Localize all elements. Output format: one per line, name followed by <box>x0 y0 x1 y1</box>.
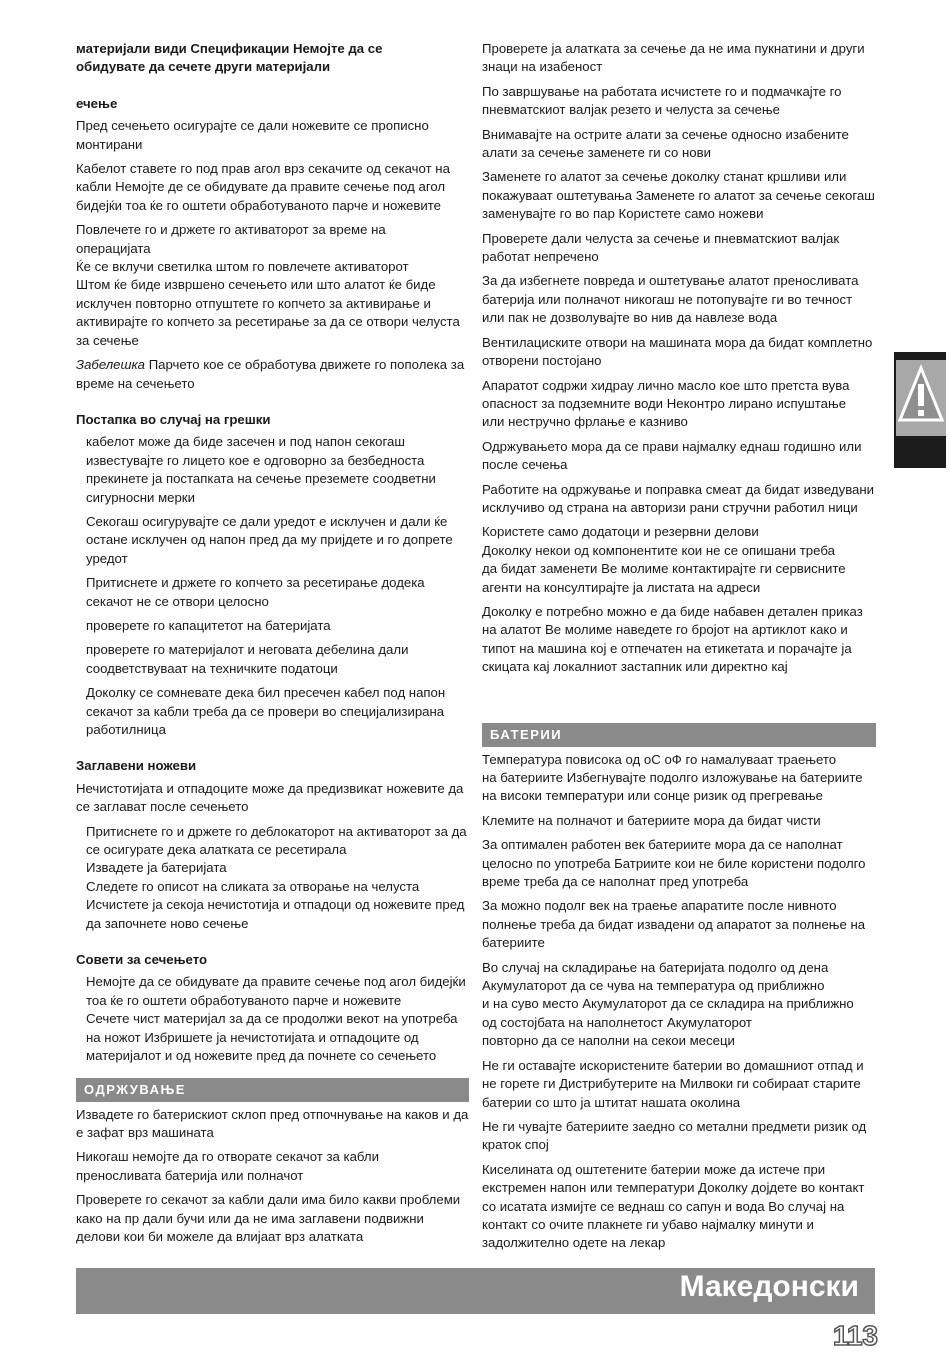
batteries-paragraph: Не ги оставајте искористените батерии во домашниот отпад и не горете ги Дистрибутерите на Милвоки ги собираат старите батерии со што ја штитат нашата околина <box>482 1057 864 1110</box>
maintenance-paragraph: Работите на одржување и поправка смеат да бидат изведувани исклучиво од страна на авторизи рани стручни работил ници <box>482 481 875 515</box>
list-item: Секогаш осигурувајте се дали уредот е исклучен и дали ќе остане исклучен од напон пред да му пријдете и го допрете уредот <box>86 513 453 566</box>
jammed-steps: Притиснете го и држете го деблокаторот на активаторот за да се осигурате дека алатката се ресетирала Извадете ја батеријата Следете го описот на сликата за отворање на челуста Исчистете ја секоја нечистотија и отпадоци од ножевите пред да започнете ново сечење <box>86 823 467 931</box>
batteries-paragraph: Во случај на складирање на батеријата подолго од дена Акумулаторот да се чува на температура од приближно и на суво место Акумулаторот да се складира на приближно од состојбата на наполнетост Акумулаторот повторно да се наполни на секои месеци <box>482 959 854 1049</box>
list-item: проверете го материјалот и неговата дебелина дали соодветствуваат на техничките податоци <box>86 642 409 676</box>
maintenance-paragraph: Заменете го алатот за сечење доколку станат кршливи или покажуваат оштетувања Заменете го алатот за сечење секогаш заменувајте го во пар Користете само ножеви <box>482 169 875 222</box>
list-item: Доколку се сомневате дека бил пресечен кабел под напон секачот за кабли треба да се провери во специјализирана работилница <box>86 685 446 737</box>
tips-heading: Совети за сечењето <box>76 952 208 968</box>
batteries-paragraph: Киселината од оштетените батерии може да истече при екстремен напон или температури Доколку дојдете во контакт со исатата измијте се веднаш со сапун и вода Во случај на контакт со очите плакнете ги убаво најмалку минути и задолжително одете на лекар <box>482 1161 865 1251</box>
list-item: проверете го капацитетот на батеријата <box>86 617 331 633</box>
maintenance-section-bar: ОДРЖУВАЊЕ <box>76 1078 469 1102</box>
maintenance-paragraph: Внимавајте на острите алати за сечење односно изабените алати за сечење заменете ги со нови <box>482 126 849 161</box>
batteries-paragraph: За можно подолг век на траење апаратите после нивното полнење треба да бидат извадени од апаратот за полнење на батериите <box>482 898 866 951</box>
maintenance-paragraph: Апаратот содржи хидрау лично масло кое што претста вува опасност за подземните води Неконтро лирано испуштање или нестручно фрлање е казниво <box>482 377 850 430</box>
list-item: Притиснете и држете го копчето за ресетирање додека секачот не се отвори целосно <box>86 575 425 609</box>
batteries-paragraph: Клемите на полначот и батериите мора да бидат чисти <box>482 812 821 828</box>
jammed-intro: Нечистотијата и отпадоците може да предизвикат ножевите да се заглават после сечењето <box>76 780 464 815</box>
cutting-paragraph: Кабелот ставете го под прав агол врз секачите од секачот на кабли Немојте де се обидувате да правите сечење под агол бидејќи тоа ќе го оштети обработуваното парче и ножевите <box>76 161 450 213</box>
jammed-heading: Заглавени ножеви <box>76 758 197 774</box>
note-paragraph: Забелешка Парчето кое се обработува движете го пополека за време на сечењето <box>76 357 465 391</box>
page-number: 113 <box>832 1320 878 1351</box>
maintenance-paragraph: Вентилациските отвори на машината мора да бидат комплетно отворени постојано <box>482 334 873 369</box>
maintenance-paragraph: Проверете дали челуста за сечење и пневматскиот валјак работат непречено <box>482 230 840 265</box>
cutting-paragraph: Пред сечењето осигурајте се дали ножевите се прописно монтирани <box>76 118 429 152</box>
tips-list: Немојте да се обидувате да правите сечење под агол бидејќи тоа ќе го оштети обработуваното парче и ножевите Сечете чист материјал за да се продолжи векот на употреба на ножот Избришете ја нечистотијата и отпадоците од материјалот и од ножевите пред да почнете со сечењето <box>86 974 466 1064</box>
cutting-paragraph: Повлечете го и држете го активаторот за време на операцијата Ќе се вклучи светилка штом го повлечете активаторот Штом ќе биде извршено сечењето или што алатот ќе биде исклучен повторно отпуштете го копчето за активирање и активирајте го копчето за ресетирање за да се отвори челуста за сечење <box>76 222 460 348</box>
maintenance-paragraph: За да избегнете повреда и оштетување алатот преносливата батерија или полначот никогаш не потопувајте ги во течност или пак не дозволувајте во нив да навлезе вода <box>482 273 859 326</box>
language-footer-bar <box>76 1268 875 1314</box>
maintenance-paragraph: Доколку е потребно можно е да биде набавен детален приказ на алатот Ве молиме наведете го бројот на артиклот како и типот на машина кој е отпечатен на етикетата и порачајте ја скицата кај локалниот застапник или директно кај <box>482 603 863 675</box>
maintenance-paragraph: Проверете ја алатката за сечење да не има пукнатини и други знаци на изабеност <box>482 41 865 75</box>
right-column <box>482 40 876 1259</box>
faults-list <box>76 433 469 739</box>
left-column <box>76 40 469 1252</box>
maintenance-paragraph: Никогаш немојте да го отворате секачот за кабли преносливата батерија или полначот <box>76 1149 379 1183</box>
cutting-heading: ечење <box>76 95 118 111</box>
maintenance-paragraph: Извадете го батерискиот склоп пред отпочнување на каков и да е зафат врз машината <box>76 1106 469 1140</box>
batteries-paragraph: За оптимален работен век батериите мора да се наполнат целосно по употреба Батриите кои не биле користени подолго време треба да се наполнат пред употреба <box>482 837 866 890</box>
maintenance-paragraph: По завршување на работата исчистете го и подмачкајте го пневматскиот валјак резето и челуста за сечење <box>482 83 842 118</box>
language-label: Македонски <box>679 1270 859 1303</box>
list-item: кабелот може да биде засечен и под напон секогаш известувајте го лицето кое е одговорно за безбедноста прекинете ја постапката на сечење преземете соодветни сигурносни мерки <box>86 434 436 505</box>
batteries-section-bar: БАТЕРИИ <box>482 723 876 747</box>
maintenance-paragraph: Користете само додатоци и резервни делови Доколку некои од компонентите кои не се опишани треба да бидат заменети Ве молиме контактирајте ги сервисните агенти на консултирајте ја листата на адреси <box>482 524 846 595</box>
faults-heading: Постапка во случај на грешки <box>76 411 271 427</box>
batteries-paragraph: Температура повисока од оС оФ го намалуваат траењето на батериите Избегнувајте подолго изложување на батериите на високи температури или сонце ризик од прегревање <box>482 751 863 804</box>
warning-icon <box>896 360 946 436</box>
batteries-paragraph: Не ги чувајте батериите заедно со метални предмети ризик од краток спој <box>482 1118 867 1153</box>
warning-side-tab <box>894 352 946 468</box>
intro-paragraph: материјали види Спецификации Немојте да се обидувате да сечете други материјали <box>76 41 383 75</box>
maintenance-paragraph: Одржувањето мора да се прави најмалку еднаш годишно или после сечења <box>482 438 862 473</box>
maintenance-paragraph: Проверете го секачот за кабли дали има било какви проблеми како на пр дали бучи или да не има заглавени подвижни делови кои би можеле да влијаат врз алатката <box>76 1192 461 1244</box>
note-label: Забелешка <box>76 357 146 373</box>
